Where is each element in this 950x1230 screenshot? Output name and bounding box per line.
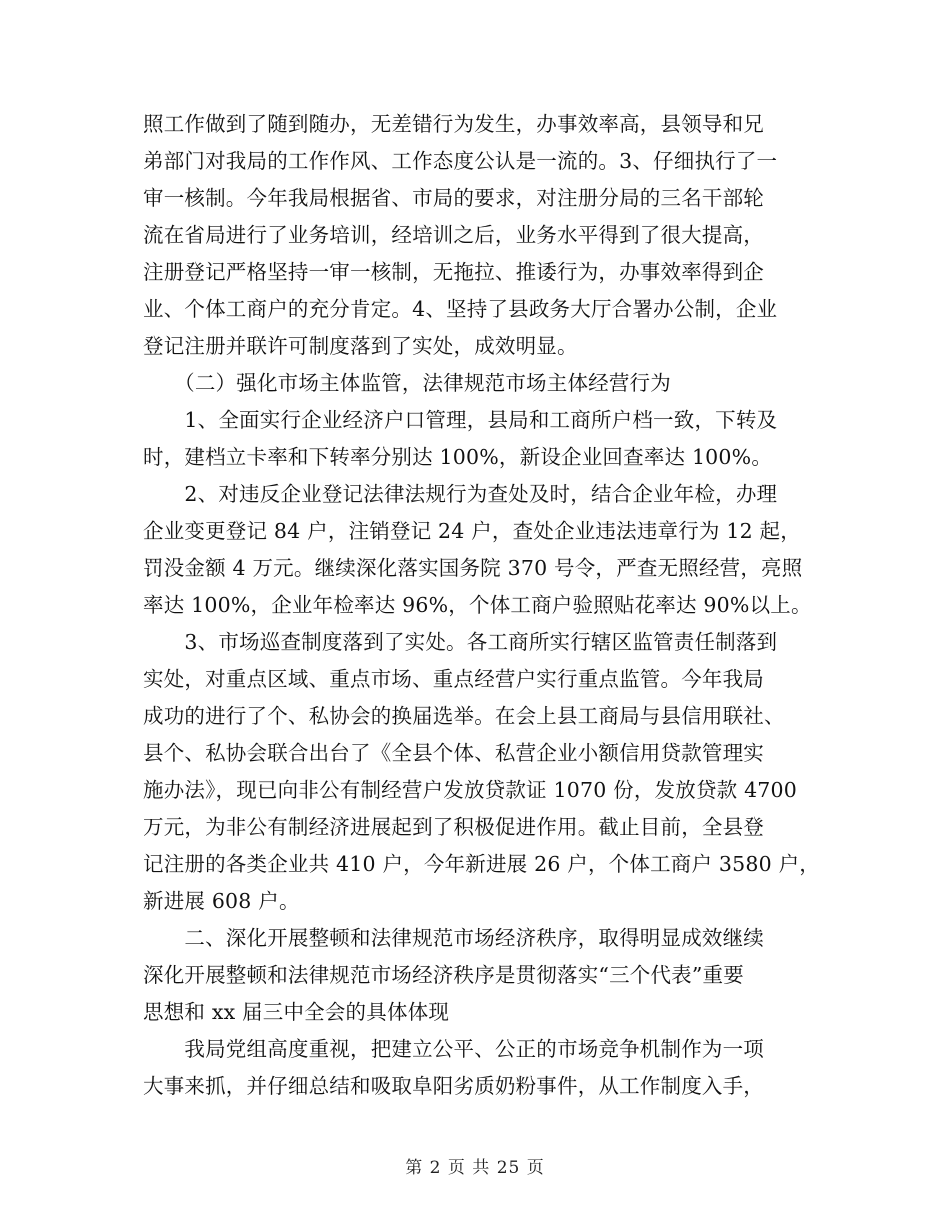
text-line: 登记注册并联许可制度落到了实处，成效明显。 — [143, 334, 578, 358]
text-line: 罚没金额 4 万元。继续深化落实国务院 370 号令，严查无照经营，亮照 — [143, 556, 803, 580]
text-line: 成功的进行了个、私协会的换届选举。在会上县工商局与县信用联社、 — [143, 704, 785, 728]
body-text — [143, 106, 820, 1105]
text-line: 实处，对重点区域、重点市场、重点经营户实行重点监管。今年我局 — [143, 667, 764, 691]
text-line: 新进展 608 户。 — [143, 889, 300, 913]
text-line: 万元，为非公有制经济进展起到了积极促进作用。截止目前，全县登 — [143, 815, 764, 839]
section-heading: （二）强化市场主体监管，法律规范市场主体经营行为 — [143, 371, 671, 395]
text-line: 率达 100%，企业年检率达 96%，个体工商户验照贴花率达 90%以上。 — [143, 593, 812, 617]
text-line: 县个、私协会联合出台了《全县个体、私营企业小额信用贷款管理实 — [143, 741, 764, 765]
text-line: 我局党组高度重视，把建立公平、公正的市场竞争机制作为一项 — [143, 1037, 764, 1061]
text-line: 3、市场巡查制度落到了实处。各工商所实行辖区监管责任制落到 — [143, 630, 778, 654]
text-line: 流在省局进行了业务培训，经培训之后，业务水平得到了很大提高， — [143, 223, 764, 247]
text-line: 施办法》，现已向非公有制经营户发放贷款证 1070 份，发放贷款 4700 — [143, 778, 798, 802]
text-line: 2、对违反企业登记法律法规行为查处及时，结合企业年检，办理 — [143, 482, 778, 506]
text-line: 记注册的各类企业共 410 户，今年新进展 26 户，个体工商户 3580 户， — [143, 852, 820, 876]
section-heading: 二、深化开展整顿和法律规范市场经济秩序，取得明显成效继续 — [143, 926, 764, 950]
text-line: 企业变更登记 84 户，注销登记 24 户，查处企业违法违章行为 12 起， — [143, 519, 801, 543]
text-line: 审一核制。今年我局根据省、市局的要求，对注册分局的三名干部轮 — [143, 186, 764, 210]
text-line: 时，建档立卡率和下转率分别达 100%，新设企业回查率达 100%。 — [143, 445, 773, 469]
page-footer: 第 2 页 共 25 页 — [405, 1158, 545, 1178]
text-line: 照工作做到了随到随办，无差错行为发生，办事效率高，县领导和兄 — [143, 112, 764, 136]
text-line: 深化开展整顿和法律规范市场经济秩序是贯彻落实“三个代表”重要 — [143, 963, 744, 987]
text-line: 业、个体工商户的充分肯定。4、坚持了县政务大厅合署办公制，企业 — [143, 297, 778, 321]
text-line: 思想和 xx 届三中全会的具体体现 — [143, 1000, 450, 1024]
text-line: 大事来抓，并仔细总结和吸取阜阳劣质奶粉事件，从工作制度入手， — [143, 1074, 764, 1098]
text-line: 1、全面实行企业经济户口管理，县局和工商所户档一致，下转及 — [143, 408, 778, 432]
text-line: 注册登记严格坚持一审一核制，无拖拉、推诿行为，办事效率得到企 — [143, 260, 764, 284]
text-line: 弟部门对我局的工作作风、工作态度公认是一流的。3、仔细执行了一 — [143, 149, 778, 173]
